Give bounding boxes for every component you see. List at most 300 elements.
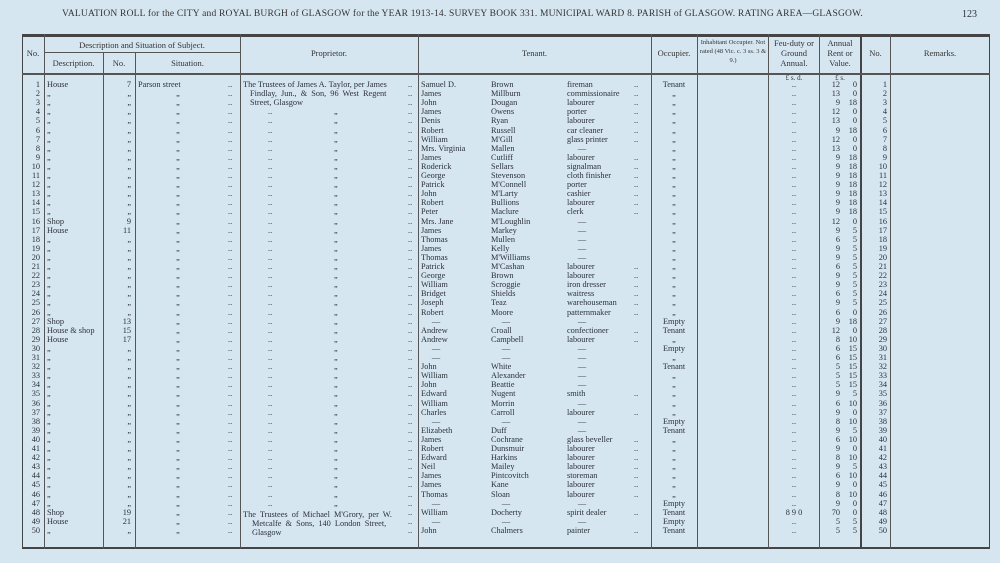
proprietor-ditto: „ <box>334 225 338 235</box>
tenant-first-name: John <box>421 98 437 108</box>
occupier: „ <box>672 107 676 117</box>
occupier: „ <box>672 453 676 463</box>
description: „ <box>47 498 51 508</box>
tenant-first-name: — <box>431 516 441 526</box>
proprietor-ditto: „ <box>334 434 338 444</box>
occupation: — <box>577 353 587 362</box>
header-remarks: Remarks. <box>923 48 957 58</box>
proprietor-line: Metcalfe & Sons, 140 London Street, <box>252 519 387 528</box>
rent-pounds: 12 <box>831 216 840 226</box>
leader-dots: .. <box>634 134 639 144</box>
leader-dots: .. <box>408 234 413 244</box>
occupier: „ <box>672 143 676 153</box>
row-number-right: 8 <box>882 143 887 153</box>
row-number-right: 31 <box>878 353 887 362</box>
row-number-right: 48 <box>878 507 887 517</box>
leader-dots: .. <box>228 161 233 171</box>
description: „ <box>47 425 51 435</box>
proprietor-ditto: „ <box>334 180 338 190</box>
occupier: Tenant <box>662 507 686 517</box>
description: „ <box>47 143 51 153</box>
rent-shillings: 5 <box>852 425 857 435</box>
description: „ <box>47 434 51 444</box>
row-number-right: 11 <box>879 171 887 180</box>
rent-shillings: 10 <box>848 416 857 426</box>
leader-dots: .. <box>408 98 413 108</box>
leader-dots: .. <box>408 298 413 308</box>
occupier: „ <box>672 189 676 199</box>
occupier: „ <box>672 462 676 472</box>
row-number: 39 <box>31 425 40 435</box>
leader-dots: .. <box>268 371 273 381</box>
situation: „ <box>176 234 180 244</box>
leader-dots: .. <box>228 371 233 381</box>
leader-dots: .. <box>228 198 233 208</box>
rent-pounds: 70 <box>831 507 840 517</box>
description: „ <box>47 189 51 199</box>
occupier: „ <box>672 380 676 390</box>
leader-dots: .. <box>408 453 413 463</box>
leader-dots: .. <box>408 180 413 190</box>
feu-duty: .. <box>791 271 797 281</box>
tenant-first-name: James <box>421 434 442 444</box>
tenant-first-name: Patrick <box>421 180 445 190</box>
page-number: 123 <box>962 9 977 20</box>
rent-shillings: 15 <box>848 371 857 381</box>
leader-dots: .. <box>634 180 639 190</box>
leader-dots: .. <box>634 407 639 417</box>
feu-duty: .. <box>791 407 797 417</box>
rent-pounds: 6 <box>835 353 840 362</box>
tenant-first-name: George <box>421 171 446 180</box>
house-number: „ <box>127 171 131 180</box>
leader-dots: .. <box>228 434 233 444</box>
feu-duty: .. <box>791 416 797 426</box>
tenant-first-name: Robert <box>421 307 444 317</box>
rent-pounds: 9 <box>835 252 840 262</box>
tenant-first-name: George <box>421 271 446 281</box>
leader-dots: .. <box>228 525 233 535</box>
row-number: 10 <box>31 161 40 171</box>
row-number: 7 <box>35 134 40 144</box>
rent-pounds: 9 <box>835 125 840 135</box>
leader-dots: .. <box>228 262 233 271</box>
row-number-right: 16 <box>878 216 887 226</box>
tenant-first-name: Denis <box>421 116 441 126</box>
feu-duty: .. <box>791 252 797 262</box>
tenant-surname: Dunsmuir <box>491 444 525 453</box>
table-row <box>0 235 1000 244</box>
proprietor-ditto: „ <box>334 107 338 117</box>
tenant-first-name: James <box>421 107 442 117</box>
tenant-first-name: James <box>421 152 442 162</box>
situation: „ <box>176 507 180 517</box>
feu-duty: .. <box>791 380 797 390</box>
house-number: 13 <box>122 316 131 326</box>
row-number: 1 <box>35 80 40 89</box>
feu-duty: .. <box>791 462 797 472</box>
leader-dots: .. <box>408 371 413 381</box>
row-number: 50 <box>31 525 40 535</box>
occupation: confectioner <box>567 325 609 335</box>
table-row <box>0 344 1000 353</box>
description: „ <box>47 271 51 281</box>
rent-shillings: 0 <box>852 407 857 417</box>
feu-duty: .. <box>791 398 797 408</box>
leader-dots: .. <box>634 389 639 399</box>
leader-dots: .. <box>228 516 233 526</box>
row-number: 24 <box>31 289 40 299</box>
leader-dots: .. <box>228 389 233 399</box>
row-number: 36 <box>31 398 40 408</box>
occupation: fireman <box>567 80 593 89</box>
occupier: Tenant <box>662 525 686 535</box>
tenant-surname: Brown <box>491 271 514 281</box>
feu-duty: .. <box>791 216 797 226</box>
feu-duty: .. <box>791 198 797 208</box>
leader-dots: .. <box>268 171 273 180</box>
leader-dots: .. <box>228 398 233 408</box>
leader-dots: .. <box>228 407 233 417</box>
proprietor-ditto: „ <box>334 262 338 271</box>
feu-duty: .. <box>791 498 797 508</box>
rent-pounds: 6 <box>835 262 840 271</box>
situation: „ <box>176 280 180 290</box>
tenant-surname: Campbell <box>491 334 524 344</box>
occupier: „ <box>672 489 676 499</box>
situation: „ <box>176 462 180 472</box>
house-number: „ <box>127 371 131 381</box>
situation: „ <box>176 407 180 417</box>
house-number: „ <box>127 525 131 535</box>
proprietor-ditto: „ <box>334 416 338 426</box>
rent-shillings: 5 <box>852 525 857 535</box>
proprietor-ditto: „ <box>334 198 338 208</box>
occupation: patternmaker <box>567 307 611 317</box>
row-number-right: 49 <box>878 516 887 526</box>
rent-shillings: 10 <box>848 434 857 444</box>
leader-dots: .. <box>228 125 233 135</box>
leader-dots: .. <box>268 207 273 217</box>
row-number-right: 21 <box>878 262 887 271</box>
occupier: „ <box>672 353 676 362</box>
occupation: — <box>577 371 587 381</box>
occupation: commissionaire <box>567 89 620 99</box>
table-row <box>0 189 1000 198</box>
description: „ <box>47 252 51 262</box>
table-row <box>0 526 1000 535</box>
leader-dots: .. <box>268 425 273 435</box>
leader-dots: .. <box>228 234 233 244</box>
tenant-first-name: Robert <box>421 198 444 208</box>
row-number-right: 6 <box>882 125 887 135</box>
description: House & shop <box>47 325 95 335</box>
occupation: porter <box>567 180 587 190</box>
occupation: car cleaner <box>567 125 604 135</box>
tenant-first-name: — <box>431 353 441 362</box>
proprietor-ditto: „ <box>334 316 338 326</box>
leader-dots: .. <box>634 480 639 490</box>
leader-dots: .. <box>634 161 639 171</box>
row-number-right: 1 <box>882 80 887 89</box>
description: „ <box>47 525 51 535</box>
rent-shillings: 18 <box>848 316 857 326</box>
leader-dots: .. <box>634 116 639 126</box>
tenant-first-name: Thomas <box>421 489 448 499</box>
proprietor-ditto: „ <box>334 152 338 162</box>
tenant-first-name: Robert <box>421 125 444 135</box>
leader-dots: .. <box>228 98 233 108</box>
leader-dots: .. <box>268 262 273 271</box>
leader-dots: .. <box>408 243 413 253</box>
leader-dots: .. <box>228 189 233 199</box>
tenant-surname: Markey <box>491 225 517 235</box>
tenant-first-name: Samuel D. <box>421 80 457 89</box>
leader-dots: .. <box>228 334 233 344</box>
leader-dots: .. <box>228 307 233 317</box>
proprietor-ditto: „ <box>334 143 338 153</box>
leader-dots: .. <box>634 80 639 89</box>
tenant-surname: M'Williams <box>491 252 530 262</box>
occupier: „ <box>672 407 676 417</box>
description: „ <box>47 343 51 353</box>
rent-pounds: 9 <box>835 271 840 281</box>
feu-duty: .. <box>791 489 797 499</box>
header-annual-rent: Annual Rent or Value. <box>827 38 853 68</box>
leader-dots: .. <box>268 316 273 326</box>
rent-shillings: 5 <box>852 225 857 235</box>
rent-pounds: 6 <box>835 398 840 408</box>
occupation: labourer <box>567 262 595 271</box>
description: „ <box>47 298 51 308</box>
house-number: „ <box>127 252 131 262</box>
leader-dots: .. <box>408 480 413 490</box>
rent-shillings: 18 <box>848 161 857 171</box>
tenant-first-name: William <box>421 507 448 517</box>
proprietor-ditto: „ <box>334 252 338 262</box>
house-number: „ <box>127 425 131 435</box>
proprietor-ditto: „ <box>334 161 338 171</box>
tenant-first-name: James <box>421 89 442 99</box>
rent-shillings: 15 <box>848 343 857 353</box>
row-number-right: 46 <box>878 489 887 499</box>
situation: „ <box>176 334 180 344</box>
house-number: „ <box>127 434 131 444</box>
proprietor-line: The Trustees of Michael M'Grory, per W. <box>243 510 392 519</box>
tenant-first-name: Andrew <box>421 334 448 344</box>
situation: „ <box>176 453 180 463</box>
leader-dots: .. <box>228 416 233 426</box>
row-number-right: 30 <box>878 343 887 353</box>
rent-pounds: 12 <box>831 325 840 335</box>
situation: „ <box>176 243 180 253</box>
occupation: labourer <box>567 198 595 208</box>
situation: „ <box>176 389 180 399</box>
proprietor-line: The Trustees of James A. Taylor, per James <box>243 80 387 89</box>
house-number: „ <box>127 134 131 144</box>
rent-shillings: 0 <box>852 134 857 144</box>
table-row <box>0 326 1000 335</box>
proprietor-ditto: „ <box>334 125 338 135</box>
leader-dots: .. <box>634 462 639 472</box>
table-row <box>0 508 1000 517</box>
situation: „ <box>176 371 180 381</box>
leader-dots: .. <box>268 289 273 299</box>
rent-shillings: 10 <box>848 398 857 408</box>
row-number-right: 24 <box>878 289 887 299</box>
header-feu-duty: Feu-duty or Ground Annual. <box>774 38 814 68</box>
tenant-surname: Duff <box>491 425 507 435</box>
row-number-right: 33 <box>878 371 887 381</box>
house-number: „ <box>127 125 131 135</box>
leader-dots: .. <box>408 262 413 271</box>
occupation: — <box>577 362 587 372</box>
rent-pounds: 5 <box>835 525 840 535</box>
rent-pounds: 9 <box>835 152 840 162</box>
row-number-right: 19 <box>878 243 887 253</box>
description: „ <box>47 453 51 463</box>
row-number-right: 9 <box>882 152 887 162</box>
row-number-right: 50 <box>878 525 887 535</box>
tenant-first-name: Edward <box>421 453 447 463</box>
leader-dots: .. <box>634 262 639 271</box>
rent-shillings: 0 <box>852 89 857 99</box>
leader-dots: .. <box>408 507 413 517</box>
feu-duty: .. <box>791 453 797 463</box>
tenant-first-name: Edward <box>421 389 447 399</box>
occupier: Empty <box>662 416 686 426</box>
row-number-right: 20 <box>878 252 887 262</box>
leader-dots: .. <box>268 243 273 253</box>
feu-duty: .. <box>791 152 797 162</box>
situation: „ <box>176 362 180 372</box>
leader-dots: .. <box>408 289 413 299</box>
rent-shillings: 5 <box>852 280 857 290</box>
table-row <box>0 262 1000 271</box>
house-number: „ <box>127 307 131 317</box>
house-number: „ <box>127 271 131 281</box>
row-number: 28 <box>31 325 40 335</box>
feu-duty: .. <box>791 189 797 199</box>
row-number-right: 18 <box>878 234 887 244</box>
proprietor-ditto: „ <box>334 307 338 317</box>
leader-dots: .. <box>268 480 273 490</box>
tenant-first-name: Patrick <box>421 262 445 271</box>
description: „ <box>47 280 51 290</box>
occupier: „ <box>672 471 676 481</box>
tenant-first-name: Mrs. Jane <box>421 216 454 226</box>
row-number: 12 <box>31 180 40 190</box>
situation: „ <box>176 444 180 453</box>
situation: „ <box>176 325 180 335</box>
tenant-surname: M'Cashan <box>491 262 525 271</box>
leader-dots: .. <box>268 298 273 308</box>
tenant-surname: Stevenson <box>491 171 526 180</box>
situation: „ <box>176 171 180 180</box>
row-number: 20 <box>31 252 40 262</box>
feu-duty: .. <box>791 516 797 526</box>
row-number-right: 4 <box>882 107 887 117</box>
description: „ <box>47 161 51 171</box>
leader-dots: .. <box>228 134 233 144</box>
situation: „ <box>176 207 180 217</box>
proprietor-ditto: „ <box>334 243 338 253</box>
rent-shillings: 0 <box>852 507 857 517</box>
rent-shillings: 5 <box>852 252 857 262</box>
feu-duty: .. <box>791 80 797 89</box>
leader-dots: .. <box>408 362 413 372</box>
leader-dots: .. <box>268 143 273 153</box>
row-number: 25 <box>31 298 40 308</box>
occupation: — <box>577 243 587 253</box>
leader-dots: .. <box>268 234 273 244</box>
table-row <box>0 408 1000 417</box>
rent-pounds: 9 <box>835 425 840 435</box>
proprietor-ditto: „ <box>334 425 338 435</box>
situation: „ <box>176 307 180 317</box>
tenant-first-name: John <box>421 189 437 199</box>
occupier: „ <box>672 307 676 317</box>
feu-duty: .. <box>791 434 797 444</box>
table-row <box>0 80 1000 89</box>
rent-pounds: 9 <box>835 207 840 217</box>
leader-dots: .. <box>634 271 639 281</box>
leader-dots: .. <box>408 125 413 135</box>
rent-shillings: 15 <box>848 362 857 372</box>
occupier: „ <box>672 334 676 344</box>
house-number: 15 <box>122 325 131 335</box>
tenant-surname: — <box>501 416 511 426</box>
occupation: labourer <box>567 453 595 463</box>
rent-pounds: 6 <box>835 343 840 353</box>
occupier: „ <box>672 116 676 126</box>
header-description-group: Description and Situation of Subject. <box>79 40 205 50</box>
proprietor-ditto: „ <box>334 343 338 353</box>
leader-dots: .. <box>268 198 273 208</box>
row-number-right: 22 <box>878 271 887 281</box>
occupation: — <box>577 234 587 244</box>
row-number: 43 <box>31 462 40 472</box>
description: „ <box>47 134 51 144</box>
situation: „ <box>176 180 180 190</box>
occupation: — <box>577 216 587 226</box>
situation: „ <box>176 480 180 490</box>
situation: „ <box>176 489 180 499</box>
occupier: „ <box>672 243 676 253</box>
occupier: „ <box>672 89 676 99</box>
rent-shillings: 5 <box>852 462 857 472</box>
leader-dots: .. <box>268 116 273 126</box>
rent-shillings: 5 <box>852 243 857 253</box>
rent-pounds: 9 <box>835 498 840 508</box>
description: House <box>47 516 69 526</box>
row-number: 46 <box>31 489 40 499</box>
house-number: „ <box>127 462 131 472</box>
leader-dots: .. <box>228 498 233 508</box>
proprietor-ditto: „ <box>334 289 338 299</box>
table-row <box>0 126 1000 135</box>
house-number: „ <box>127 198 131 208</box>
house-number: 19 <box>122 507 131 517</box>
leader-dots: .. <box>268 252 273 262</box>
tenant-surname: M'Gill <box>491 134 513 144</box>
proprietor-ditto: „ <box>334 471 338 481</box>
row-number-right: 36 <box>878 398 887 408</box>
row-number: 33 <box>31 371 40 381</box>
tenant-first-name: John <box>421 380 437 390</box>
leader-dots: .. <box>228 207 233 217</box>
header-occupier: Occupier. <box>657 48 691 58</box>
